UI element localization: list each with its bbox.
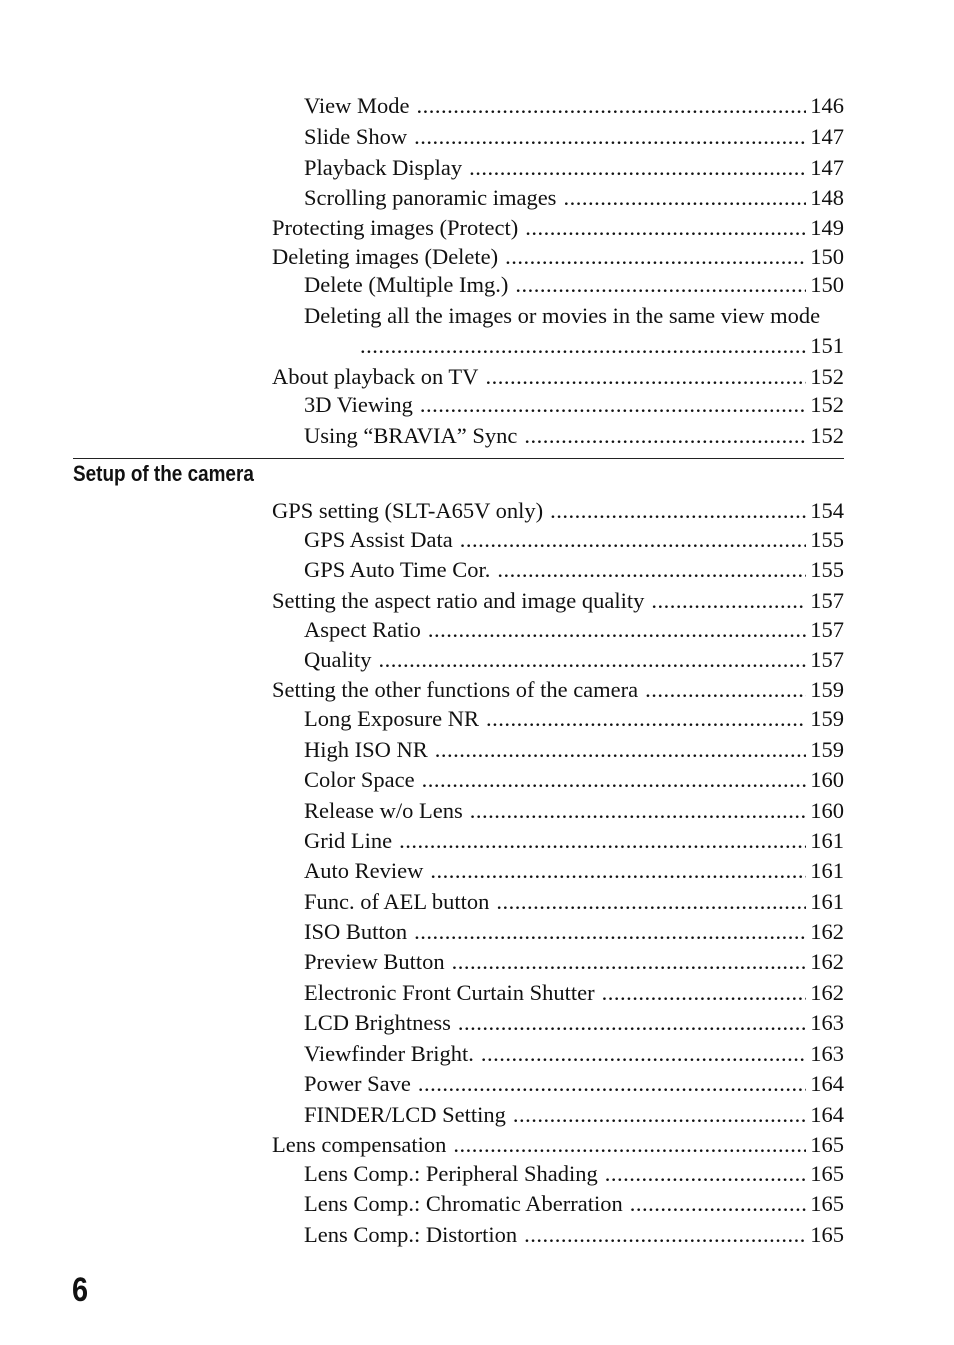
toc-entry-page: 152 [810,364,844,389]
leader-dots [497,556,806,584]
toc-entry-label: ISO Button [304,919,408,944]
toc-entry[interactable] [272,363,844,391]
leader-dots [428,616,806,644]
toc-entry-page: 157 [810,647,844,672]
toc-entry-page: 159 [810,706,844,731]
toc-entry-label: About playback on TV [272,364,479,389]
toc-entry-page: 152 [810,392,844,417]
toc-entry-page: 165 [810,1191,844,1216]
toc-entry-page: 151 [810,333,844,358]
toc-entry-label: Lens Comp.: Peripheral Shading [304,1161,598,1186]
toc-entry[interactable] [304,526,844,554]
page-number: 6 [72,1271,89,1309]
toc-entry-page: 161 [810,858,844,883]
toc-entry[interactable] [304,391,844,419]
toc-entry-page: 154 [810,498,844,523]
leader-dots [485,363,806,391]
toc-entry-page: 155 [810,527,844,552]
toc-entry-page: 150 [810,244,844,269]
leader-dots [453,1131,806,1159]
toc-entry-label: Delete (Multiple Img.) [304,272,509,297]
leader-dots [496,888,806,916]
toc-entry-label: Protecting images (Protect) [272,215,519,240]
toc-entry-page: 162 [810,949,844,974]
toc-entry-label: Auto Review [304,858,424,883]
leader-dots [452,948,807,976]
toc-entry-label: FINDER/LCD Setting [304,1102,506,1127]
toc-entry[interactable] [304,1190,844,1218]
toc-entry-label: GPS Assist Data [304,527,453,552]
toc-entry-label: Grid Line [304,828,393,853]
toc-entry-label: Lens Comp.: Chromatic Aberration [304,1191,623,1216]
toc-entry-page: 147 [810,155,844,180]
toc-entry[interactable] [272,676,844,704]
leader-dots [414,918,806,946]
leader-dots [418,1070,806,1098]
toc-entry-page: 155 [810,557,844,582]
leader-dots [486,705,806,733]
toc-entry-label: Setting the aspect ratio and image quality [272,588,645,613]
leader-dots [417,92,807,120]
toc-entry-page: 163 [810,1010,844,1035]
toc-entry-label: View Mode [304,93,410,118]
toc-entry[interactable] [304,154,844,182]
leader-dots [470,797,807,825]
leader-dots [360,332,806,360]
toc-entry[interactable] [304,948,844,976]
toc-entry-page: 159 [810,737,844,762]
toc-entry[interactable] [304,184,844,212]
toc-entry-page: 161 [810,828,844,853]
toc-entry-label: 3D Viewing [304,392,413,417]
toc-entry[interactable] [304,705,844,733]
toc-entry-page: 159 [810,677,844,702]
toc-entry-page: 148 [810,185,844,210]
toc-entry-label: High ISO NR [304,737,428,762]
toc-entry-label: Playback Display [304,155,463,180]
toc-entry[interactable] [304,1040,844,1068]
toc-entry-page: 150 [810,272,844,297]
toc-entry-label: Lens Comp.: Distortion [304,1222,518,1247]
toc-entry-label: LCD Brightness [304,1010,451,1035]
toc-entry-page: 160 [810,767,844,792]
toc-entry-page: 164 [810,1071,844,1096]
toc-entry[interactable] [304,1101,844,1129]
leader-dots [422,766,807,794]
toc-entry-page: 163 [810,1041,844,1066]
toc-entry-page: 165 [810,1222,844,1247]
toc-entry[interactable] [304,736,844,764]
leader-dots [458,1009,806,1037]
toc-entry-label: Long Exposure NR [304,706,479,731]
toc-entry-label: Preview Button [304,949,445,974]
leader-dots [524,422,806,450]
section-title: Setup of the camera [73,461,254,486]
toc-entry[interactable] [304,918,844,946]
toc-entry[interactable] [304,1070,844,1098]
toc-entry-page: 147 [810,124,844,149]
leader-dots [525,214,806,242]
toc-entry[interactable] [272,1131,844,1159]
toc-entry[interactable] [272,587,844,615]
toc-entry-page: 162 [810,919,844,944]
leader-dots [481,1040,806,1068]
toc-entry-multiline[interactable] [304,302,844,330]
toc-entry[interactable] [304,616,844,644]
toc-entry-label: Electronic Front Curtain Shutter [304,980,595,1005]
toc-entry-label: Using “BRAVIA” Sync [304,423,518,448]
leader-dots [645,676,806,704]
leader-dots [430,857,806,885]
toc-entry-label: Lens compensation [272,1132,447,1157]
toc-entry-label: Quality [304,647,372,672]
toc-entry-label: Deleting all the images or movies in the same view mode [304,303,821,328]
toc-entry[interactable] [304,123,844,151]
toc-entry-label: Setting the other functions of the camera [272,677,639,702]
toc-entry[interactable] [304,646,844,674]
toc-entry[interactable] [304,1160,844,1188]
leader-dots [379,646,807,674]
toc-entry-page: 164 [810,1102,844,1127]
toc-entry[interactable] [304,979,844,1007]
toc-entry-label: GPS Auto Time Cor. [304,557,491,582]
leader-dots [505,243,806,271]
toc-entry[interactable] [304,857,844,885]
toc-entry-page: 146 [810,93,844,118]
leader-dots [602,979,807,1007]
toc-entry[interactable] [304,797,844,825]
leader-dots [399,827,806,855]
toc-entry[interactable] [272,214,844,242]
leader-dots [420,391,806,419]
toc-entry-label: Color Space [304,767,415,792]
toc-entry[interactable] [304,92,844,120]
leader-dots [563,184,806,212]
toc-entry-label: Power Save [304,1071,411,1096]
toc-entry-continuation[interactable] [360,332,844,360]
toc-entry[interactable] [304,1221,844,1249]
toc-entry-label: Scrolling panoramic images [304,185,557,210]
toc-entry[interactable] [304,422,844,450]
toc-entry-page: 162 [810,980,844,1005]
leader-dots [513,1101,806,1129]
toc-entry-label: Func. of AEL button [304,889,490,914]
toc-entry-page: 161 [810,889,844,914]
toc-entry-label: Aspect Ratio [304,617,421,642]
toc-entry[interactable] [304,827,844,855]
toc-entry-page: 152 [810,423,844,448]
leader-dots [524,1221,806,1249]
toc-entry-page: 149 [810,215,844,240]
leader-dots [460,526,806,554]
toc-entry[interactable] [304,556,844,584]
toc-entry[interactable] [304,766,844,794]
leader-dots [630,1190,807,1218]
toc-entry-page: 165 [810,1161,844,1186]
leader-dots [469,154,806,182]
leader-dots [605,1160,807,1188]
toc-entry-label: Viewfinder Bright. [304,1041,474,1066]
toc-entry[interactable] [304,1009,844,1037]
toc-entry-page: 157 [810,588,844,613]
leader-dots [435,736,806,764]
toc-entry[interactable] [304,271,844,299]
leader-dots [414,123,806,151]
toc-entry-label: Release w/o Lens [304,798,463,823]
leader-dots [550,497,806,525]
toc-entry-page: 160 [810,798,844,823]
leader-dots [651,587,806,615]
toc-entry-page: 165 [810,1132,844,1157]
toc-entry[interactable] [272,243,844,271]
toc-entry-label: Slide Show [304,124,408,149]
toc-entry-page: 157 [810,617,844,642]
toc-entry[interactable] [272,497,844,525]
toc-entry[interactable] [304,888,844,916]
leader-dots [515,271,806,299]
toc-entry-label: GPS setting (SLT-A65V only) [272,498,544,523]
toc-entry-label: Deleting images (Delete) [272,244,499,269]
